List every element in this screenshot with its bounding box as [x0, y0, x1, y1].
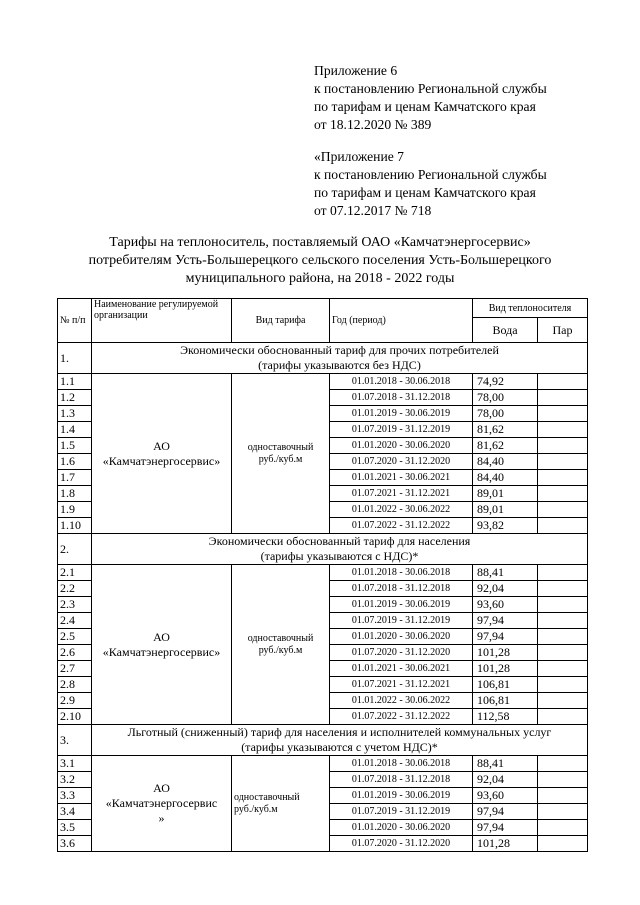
steam-tariff-cell: [538, 374, 588, 390]
period-cell: 01.01.2018 - 30.06.2018: [330, 374, 473, 390]
water-tariff-cell: 112,58: [473, 709, 538, 725]
organization-line: «Камчатэнергосервис: [105, 796, 218, 810]
period-cell: 01.01.2021 - 30.06.2021: [330, 661, 473, 677]
row-number: 1.8: [58, 486, 92, 502]
period-cell: 01.07.2018 - 31.12.2018: [330, 772, 473, 788]
steam-tariff-cell: [538, 629, 588, 645]
water-tariff-cell: 88,41: [473, 756, 538, 772]
section-title: [92, 534, 588, 565]
row-number: 2.1: [58, 565, 92, 581]
organization-line: »: [158, 811, 165, 825]
steam-tariff-cell: [538, 390, 588, 406]
period-cell: 01.07.2019 - 31.12.2019: [330, 422, 473, 438]
tariff-type-line: одноставочный: [247, 441, 314, 453]
table-row: [58, 565, 588, 581]
tariff-table: [57, 298, 588, 852]
period-cell: 01.07.2021 - 31.12.2021: [330, 486, 473, 502]
water-tariff-cell: 78,00: [473, 390, 538, 406]
section-number: 3.: [58, 725, 92, 756]
appendix-line: Приложение 6: [314, 63, 398, 78]
row-number: 2.5: [58, 629, 92, 645]
water-tariff-cell: 97,94: [473, 804, 538, 820]
row-number: 1.6: [58, 454, 92, 470]
period-cell: 01.01.2022 - 30.06.2022: [330, 502, 473, 518]
period-cell: 01.07.2018 - 31.12.2018: [330, 581, 473, 597]
organization-name: [92, 756, 232, 852]
steam-tariff-cell: [538, 486, 588, 502]
title-line: Тарифы на теплоноситель, поставляемый ОАО «Камчатэнергосервис»: [109, 235, 531, 250]
row-number: 1.9: [58, 502, 92, 518]
tariff-type: [232, 756, 330, 852]
period-cell: 01.07.2020 - 31.12.2020: [330, 645, 473, 661]
period-cell: 01.07.2021 - 31.12.2021: [330, 677, 473, 693]
row-number: 3.4: [58, 804, 92, 820]
organization-name: [92, 374, 232, 534]
steam-tariff-cell: [538, 693, 588, 709]
steam-tariff-cell: [538, 836, 588, 852]
organization-line: «Камчатэнергосервис»: [102, 453, 221, 468]
period-cell: 01.07.2020 - 31.12.2020: [330, 454, 473, 470]
row-number: 3.2: [58, 772, 92, 788]
period-cell: 01.01.2021 - 30.06.2021: [330, 470, 473, 486]
steam-tariff-cell: [538, 454, 588, 470]
section-title-line: (тарифы указываются с учетом НДС)*: [241, 740, 438, 754]
period-cell: 01.01.2019 - 30.06.2019: [330, 788, 473, 804]
document-title: [40, 234, 600, 288]
section-title-line: (тарифы указываются без НДС): [258, 358, 421, 372]
steam-tariff-cell: [538, 677, 588, 693]
header-num: № п/п: [58, 299, 92, 343]
appendix-line: «Приложение 7: [314, 149, 404, 164]
tariff-type: [232, 565, 330, 725]
steam-tariff-cell: [538, 406, 588, 422]
steam-tariff-cell: [538, 422, 588, 438]
row-number: 3.3: [58, 788, 92, 804]
row-number: 1.10: [58, 518, 92, 534]
organization-line: АО: [153, 629, 170, 644]
steam-tariff-cell: [538, 772, 588, 788]
header-organization: Наименование регулируемой организации: [92, 299, 232, 343]
tariff-type-line: руб./куб.м: [234, 803, 278, 815]
tariff-type-line: одноставочный: [234, 791, 300, 803]
water-tariff-cell: 101,28: [473, 836, 538, 852]
organization-name: [92, 565, 232, 725]
row-number: 2.10: [58, 709, 92, 725]
row-number: 3.5: [58, 820, 92, 836]
water-tariff-cell: 92,04: [473, 772, 538, 788]
header-steam: Пар: [538, 318, 588, 343]
appendix-header: [314, 62, 547, 134]
period-cell: 01.01.2022 - 30.06.2022: [330, 693, 473, 709]
water-tariff-cell: 93,60: [473, 788, 538, 804]
steam-tariff-cell: [538, 645, 588, 661]
period-cell: 01.07.2022 - 31.12.2022: [330, 518, 473, 534]
row-number: 2.8: [58, 677, 92, 693]
row-number: 1.4: [58, 422, 92, 438]
row-number: 2.7: [58, 661, 92, 677]
section-header-row: [58, 343, 588, 374]
table-header-row: [58, 299, 588, 318]
water-tariff-cell: 84,40: [473, 454, 538, 470]
row-number: 2.3: [58, 597, 92, 613]
row-number: 2.6: [58, 645, 92, 661]
section-number: 1.: [58, 343, 92, 374]
tariff-type-line: руб./куб.м: [258, 453, 303, 465]
steam-tariff-cell: [538, 788, 588, 804]
period-cell: 01.01.2018 - 30.06.2018: [330, 756, 473, 772]
row-number: 3.6: [58, 836, 92, 852]
water-tariff-cell: 81,62: [473, 422, 538, 438]
row-number: 1.1: [58, 374, 92, 390]
period-cell: 01.01.2018 - 30.06.2018: [330, 565, 473, 581]
section-title-line: Экономически обоснованный тариф для населения: [208, 534, 471, 548]
tariff-type-line: одноставочный: [247, 632, 314, 644]
table-row: [58, 756, 588, 772]
water-tariff-cell: 92,04: [473, 581, 538, 597]
water-tariff-cell: 97,94: [473, 613, 538, 629]
period-cell: 01.07.2020 - 31.12.2020: [330, 836, 473, 852]
header-period: Год (период): [330, 299, 473, 343]
tariff-type-line: руб./куб.м: [258, 644, 303, 656]
header-heat-carrier: Вид теплоносителя: [473, 299, 588, 318]
steam-tariff-cell: [538, 565, 588, 581]
period-cell: 01.07.2019 - 31.12.2019: [330, 613, 473, 629]
period-cell: 01.01.2019 - 30.06.2019: [330, 597, 473, 613]
appendix-line: по тарифам и ценам Камчатского края: [314, 185, 536, 200]
water-tariff-cell: 93,82: [473, 518, 538, 534]
water-tariff-cell: 89,01: [473, 486, 538, 502]
water-tariff-cell: 106,81: [473, 677, 538, 693]
header-water: Вода: [473, 318, 538, 343]
tariff-type: [232, 374, 330, 534]
water-tariff-cell: 84,40: [473, 470, 538, 486]
steam-tariff-cell: [538, 581, 588, 597]
water-tariff-cell: 93,60: [473, 597, 538, 613]
section-header-row: [58, 534, 588, 565]
organization-line: АО: [153, 781, 170, 795]
period-cell: 01.01.2020 - 30.06.2020: [330, 820, 473, 836]
water-tariff-cell: 101,28: [473, 645, 538, 661]
appendix-line: по тарифам и ценам Камчатского края: [314, 99, 536, 114]
row-number: 2.4: [58, 613, 92, 629]
water-tariff-cell: 97,94: [473, 820, 538, 836]
steam-tariff-cell: [538, 597, 588, 613]
appendix-line: к постановлению Региональной службы: [314, 167, 547, 182]
period-cell: 01.01.2020 - 30.06.2020: [330, 629, 473, 645]
row-number: 3.1: [58, 756, 92, 772]
section-header-row: [58, 725, 588, 756]
organization-line: АО: [153, 438, 170, 453]
row-number: 1.2: [58, 390, 92, 406]
row-number: 2.2: [58, 581, 92, 597]
water-tariff-cell: 74,92: [473, 374, 538, 390]
title-line: потребителям Усть-Большерецкого сельского поселения Усть-Большерецкого: [88, 253, 552, 268]
water-tariff-cell: 78,00: [473, 406, 538, 422]
row-number: 2.9: [58, 693, 92, 709]
section-title-line: Льготный (сниженный) тариф для населения и исполнителей коммунальных услуг: [127, 725, 552, 739]
period-cell: 01.07.2018 - 31.12.2018: [330, 390, 473, 406]
appendix-line: к постановлению Региональной службы: [314, 81, 547, 96]
steam-tariff-cell: [538, 820, 588, 836]
steam-tariff-cell: [538, 709, 588, 725]
period-cell: 01.01.2020 - 30.06.2020: [330, 438, 473, 454]
steam-tariff-cell: [538, 470, 588, 486]
quoted-appendix-header: [314, 148, 547, 220]
section-title-line: (тарифы указываются с НДС)*: [260, 549, 419, 563]
table-row: [58, 374, 588, 390]
section-title: [92, 725, 588, 756]
steam-tariff-cell: [538, 804, 588, 820]
section-title: [92, 343, 588, 374]
title-line: муниципального района, на 2018 - 2022 годы: [185, 271, 455, 286]
row-number: 1.5: [58, 438, 92, 454]
steam-tariff-cell: [538, 518, 588, 534]
row-number: 1.3: [58, 406, 92, 422]
steam-tariff-cell: [538, 438, 588, 454]
period-cell: 01.07.2022 - 31.12.2022: [330, 709, 473, 725]
row-number: 1.7: [58, 470, 92, 486]
water-tariff-cell: 106,81: [473, 693, 538, 709]
period-cell: 01.07.2019 - 31.12.2019: [330, 804, 473, 820]
water-tariff-cell: 101,28: [473, 661, 538, 677]
organization-line: «Камчатэнергосервис»: [102, 644, 221, 659]
appendix-line: от 18.12.2020 № 389: [314, 117, 432, 132]
header-tariff-type: Вид тарифа: [232, 299, 330, 343]
steam-tariff-cell: [538, 661, 588, 677]
period-cell: 01.01.2019 - 30.06.2019: [330, 406, 473, 422]
steam-tariff-cell: [538, 502, 588, 518]
steam-tariff-cell: [538, 613, 588, 629]
water-tariff-cell: 88,41: [473, 565, 538, 581]
appendix-line: от 07.12.2017 № 718: [314, 203, 432, 218]
water-tariff-cell: 89,01: [473, 502, 538, 518]
water-tariff-cell: 97,94: [473, 629, 538, 645]
steam-tariff-cell: [538, 756, 588, 772]
section-title-line: Экономически обоснованный тариф для прочих потребителей: [180, 343, 499, 357]
section-number: 2.: [58, 534, 92, 565]
water-tariff-cell: 81,62: [473, 438, 538, 454]
